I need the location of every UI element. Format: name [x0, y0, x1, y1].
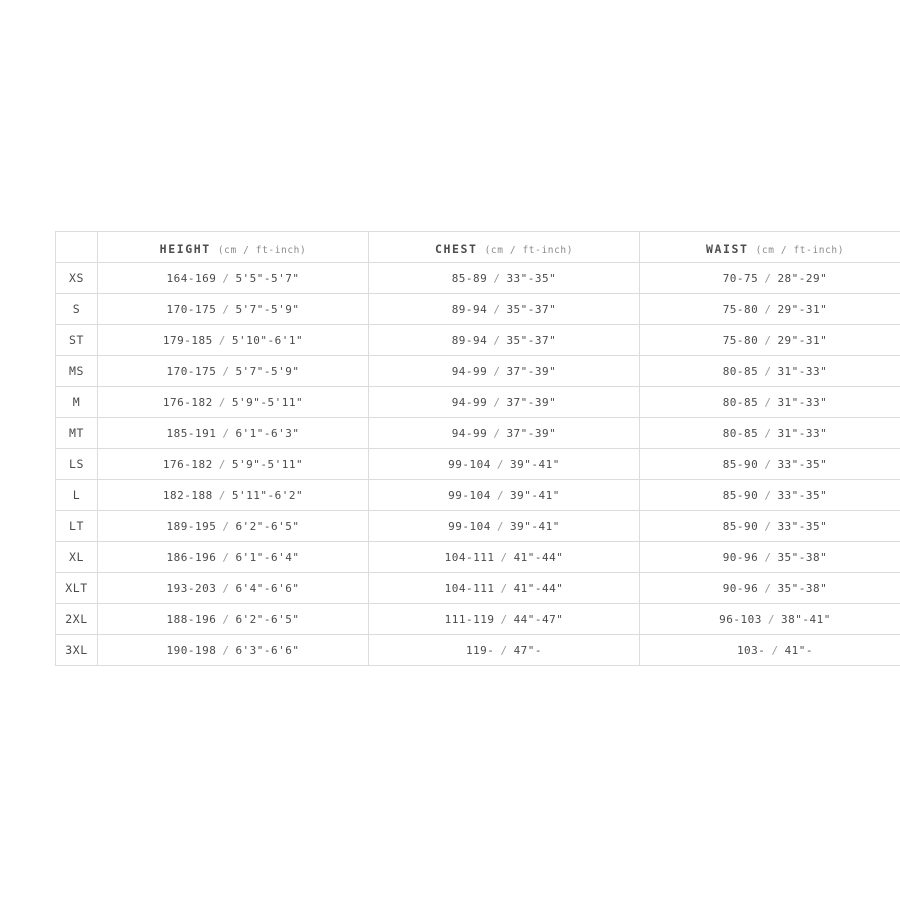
height-cm-value: 189-195 [166, 519, 217, 533]
value-separator: / [500, 550, 508, 564]
size-label-cell: XLT [56, 573, 98, 604]
chest-value-cell [369, 604, 640, 635]
height-imperial-value: 6'1"-6'3" [235, 426, 300, 440]
height-cm-value: 170-175 [166, 364, 217, 378]
waist-imperial-value: 31"-33" [777, 426, 828, 440]
table-row [56, 294, 900, 325]
height-value-cell [98, 635, 369, 666]
chest-imperial-value: 37"-39" [506, 364, 557, 378]
size-label-cell: S [56, 294, 98, 325]
size-label-cell: XS [56, 263, 98, 294]
table-row [56, 635, 900, 666]
chest-cm-value: 99-104 [448, 457, 491, 471]
height-cm-value: 176-182 [162, 457, 213, 471]
size-label-cell: XL [56, 542, 98, 573]
height-imperial-value: 6'2"-6'5" [235, 612, 300, 626]
chest-value-cell [369, 542, 640, 573]
chest-value-cell [369, 635, 640, 666]
chest-value-cell [369, 418, 640, 449]
waist-cm-value: 85-90 [722, 488, 759, 502]
height-cm-value: 170-175 [166, 302, 217, 316]
value-separator: / [493, 395, 501, 409]
waist-value-cell [640, 325, 900, 356]
chest-imperial-value: 39"-41" [510, 519, 560, 533]
chest-imperial-value: 47"- [513, 643, 543, 657]
waist-value-cell [640, 449, 900, 480]
height-imperial-value: 5'9"-5'11" [231, 395, 304, 409]
size-label-cell: MS [56, 356, 98, 387]
waist-value-cell [640, 263, 900, 294]
height-cm-value: 193-203 [166, 581, 217, 595]
chest-cm-value: 104-111 [444, 581, 495, 595]
value-separator: / [222, 302, 230, 316]
chest-cm-value: 94-99 [451, 426, 488, 440]
table-row [56, 356, 900, 387]
table-header [56, 232, 900, 263]
value-separator: / [500, 581, 508, 595]
waist-value-cell [640, 542, 900, 573]
height-value-cell [98, 387, 369, 418]
waist-cm-value: 75-80 [722, 333, 759, 347]
height-value-cell [98, 511, 369, 542]
value-separator: / [771, 643, 779, 657]
height-cm-value: 185-191 [166, 426, 217, 440]
chest-cm-value: 111-119 [444, 612, 495, 626]
value-separator: / [767, 612, 775, 626]
value-separator: / [218, 488, 226, 502]
chest-imperial-value: 41"-44" [513, 581, 564, 595]
height-value-cell [98, 418, 369, 449]
value-separator: / [222, 612, 230, 626]
value-separator: / [764, 395, 772, 409]
waist-imperial-value: 28"-29" [777, 271, 828, 285]
value-separator: / [493, 426, 501, 440]
value-separator: / [222, 581, 230, 595]
chest-cm-value: 99-104 [448, 519, 491, 533]
value-separator: / [764, 271, 772, 285]
height-value-cell [98, 294, 369, 325]
size-chart-container [55, 231, 845, 666]
waist-cm-value: 96-103 [719, 612, 762, 626]
table-row [56, 263, 900, 294]
table-row [56, 573, 900, 604]
chest-imperial-value: 41"-44" [513, 550, 564, 564]
value-separator: / [496, 488, 504, 502]
chest-value-cell [369, 263, 640, 294]
waist-cm-value: 103- [736, 643, 766, 657]
height-value-cell [98, 573, 369, 604]
table-row [56, 604, 900, 635]
size-label-cell: 3XL [56, 635, 98, 666]
value-separator: / [222, 364, 230, 378]
header-cell-chest [369, 232, 640, 263]
size-label-cell: LT [56, 511, 98, 542]
header-cell-height [98, 232, 369, 263]
table-row [56, 418, 900, 449]
waist-imperial-value: 33"-35" [777, 457, 828, 471]
value-separator: / [222, 426, 230, 440]
waist-value-cell [640, 387, 900, 418]
height-cm-value: 186-196 [166, 550, 217, 564]
value-separator: / [493, 364, 501, 378]
waist-imperial-value: 41"- [784, 643, 814, 657]
table-row [56, 480, 900, 511]
height-imperial-value: 6'4"-6'6" [235, 581, 300, 595]
size-label-cell: L [56, 480, 98, 511]
height-imperial-value: 5'7"-5'9" [235, 302, 300, 316]
value-separator: / [764, 457, 772, 471]
header-cell-waist [640, 232, 900, 263]
value-separator: / [493, 302, 501, 316]
value-separator: / [222, 519, 230, 533]
height-value-cell [98, 604, 369, 635]
waist-imperial-value: 35"-38" [777, 550, 828, 564]
waist-imperial-value: 38"-41" [781, 612, 831, 626]
chest-cm-value: 85-89 [451, 271, 488, 285]
waist-cm-value: 75-80 [722, 302, 759, 316]
chest-cm-value: 94-99 [451, 395, 488, 409]
table-row [56, 542, 900, 573]
chest-imperial-value: 35"-37" [506, 333, 557, 347]
height-value-cell [98, 449, 369, 480]
table-row [56, 325, 900, 356]
value-separator: / [764, 519, 772, 533]
value-separator: / [500, 643, 508, 657]
table-row [56, 449, 900, 480]
waist-value-cell [640, 511, 900, 542]
height-cm-value: 188-196 [166, 612, 217, 626]
value-separator: / [764, 550, 772, 564]
waist-cm-value: 90-96 [722, 550, 759, 564]
height-imperial-value: 5'11"-6'2" [231, 488, 304, 502]
height-value-cell [98, 263, 369, 294]
waist-value-cell [640, 573, 900, 604]
chest-cm-value: 94-99 [451, 364, 488, 378]
table-row [56, 387, 900, 418]
table-header-row [56, 232, 900, 263]
height-imperial-value: 5'10"-6'1" [231, 333, 304, 347]
height-cm-value: 190-198 [166, 643, 217, 657]
value-separator: / [764, 364, 772, 378]
waist-value-cell [640, 480, 900, 511]
height-imperial-value: 5'7"-5'9" [235, 364, 300, 378]
value-separator: / [500, 612, 508, 626]
size-label-cell: ST [56, 325, 98, 356]
waist-cm-value: 85-90 [722, 519, 759, 533]
height-imperial-value: 5'9"-5'11" [231, 457, 304, 471]
waist-value-cell [640, 356, 900, 387]
size-label-cell: MT [56, 418, 98, 449]
waist-imperial-value: 33"-35" [777, 488, 828, 502]
chest-value-cell [369, 294, 640, 325]
value-separator: / [222, 643, 230, 657]
header-label-chest: CHEST [434, 241, 478, 256]
height-imperial-value: 6'1"-6'4" [235, 550, 300, 564]
waist-cm-value: 85-90 [722, 457, 759, 471]
chest-value-cell [369, 573, 640, 604]
value-separator: / [496, 519, 504, 533]
header-unit-waist: (cm / ft-inch) [755, 244, 845, 256]
waist-value-cell [640, 604, 900, 635]
chest-cm-value: 99-104 [448, 488, 491, 502]
size-chart-table [55, 231, 900, 666]
chest-value-cell [369, 387, 640, 418]
value-separator: / [222, 271, 230, 285]
value-separator: / [218, 457, 226, 471]
chest-imperial-value: 39"-41" [510, 457, 560, 471]
chest-cm-value: 104-111 [444, 550, 495, 564]
chest-value-cell [369, 511, 640, 542]
value-separator: / [218, 333, 226, 347]
chest-imperial-value: 37"-39" [506, 426, 557, 440]
waist-imperial-value: 35"-38" [777, 581, 828, 595]
value-separator: / [764, 333, 772, 347]
waist-value-cell [640, 418, 900, 449]
chest-cm-value: 89-94 [451, 333, 488, 347]
table-body [56, 263, 900, 666]
value-separator: / [764, 302, 772, 316]
value-separator: / [493, 333, 501, 347]
height-cm-value: 179-185 [162, 333, 213, 347]
chest-cm-value: 119- [465, 643, 495, 657]
header-unit-height: (cm / ft-inch) [217, 244, 307, 256]
value-separator: / [493, 271, 501, 285]
waist-cm-value: 90-96 [722, 581, 759, 595]
height-value-cell [98, 325, 369, 356]
waist-cm-value: 80-85 [722, 364, 759, 378]
waist-imperial-value: 29"-31" [777, 302, 828, 316]
value-separator: / [764, 488, 772, 502]
header-label-waist: WAIST [705, 241, 749, 256]
waist-cm-value: 70-75 [722, 271, 759, 285]
chest-value-cell [369, 480, 640, 511]
value-separator: / [764, 581, 772, 595]
value-separator: / [496, 457, 504, 471]
waist-cm-value: 80-85 [722, 395, 759, 409]
chest-imperial-value: 39"-41" [510, 488, 560, 502]
chest-imperial-value: 44"-47" [513, 612, 564, 626]
height-cm-value: 182-188 [162, 488, 213, 502]
height-imperial-value: 6'2"-6'5" [235, 519, 300, 533]
waist-imperial-value: 31"-33" [777, 395, 828, 409]
header-label-height: HEIGHT [159, 241, 211, 256]
waist-cm-value: 80-85 [722, 426, 759, 440]
waist-imperial-value: 29"-31" [777, 333, 828, 347]
size-label-cell: M [56, 387, 98, 418]
height-cm-value: 164-169 [166, 271, 217, 285]
height-value-cell [98, 480, 369, 511]
value-separator: / [218, 395, 226, 409]
height-cm-value: 176-182 [162, 395, 213, 409]
waist-value-cell [640, 294, 900, 325]
height-value-cell [98, 356, 369, 387]
chest-imperial-value: 35"-37" [506, 302, 557, 316]
chest-imperial-value: 37"-39" [506, 395, 557, 409]
height-imperial-value: 5'5"-5'7" [235, 271, 300, 285]
size-label-cell: LS [56, 449, 98, 480]
chest-value-cell [369, 449, 640, 480]
value-separator: / [764, 426, 772, 440]
value-separator: / [222, 550, 230, 564]
header-cell-size [56, 232, 98, 263]
chest-cm-value: 89-94 [451, 302, 488, 316]
size-label-cell: 2XL [56, 604, 98, 635]
waist-imperial-value: 31"-33" [777, 364, 828, 378]
waist-imperial-value: 33"-35" [777, 519, 828, 533]
chest-imperial-value: 33"-35" [506, 271, 557, 285]
waist-value-cell [640, 635, 900, 666]
height-imperial-value: 6'3"-6'6" [235, 643, 300, 657]
table-row [56, 511, 900, 542]
chest-value-cell [369, 356, 640, 387]
header-unit-chest: (cm / ft-inch) [484, 244, 574, 256]
chest-value-cell [369, 325, 640, 356]
height-value-cell [98, 542, 369, 573]
